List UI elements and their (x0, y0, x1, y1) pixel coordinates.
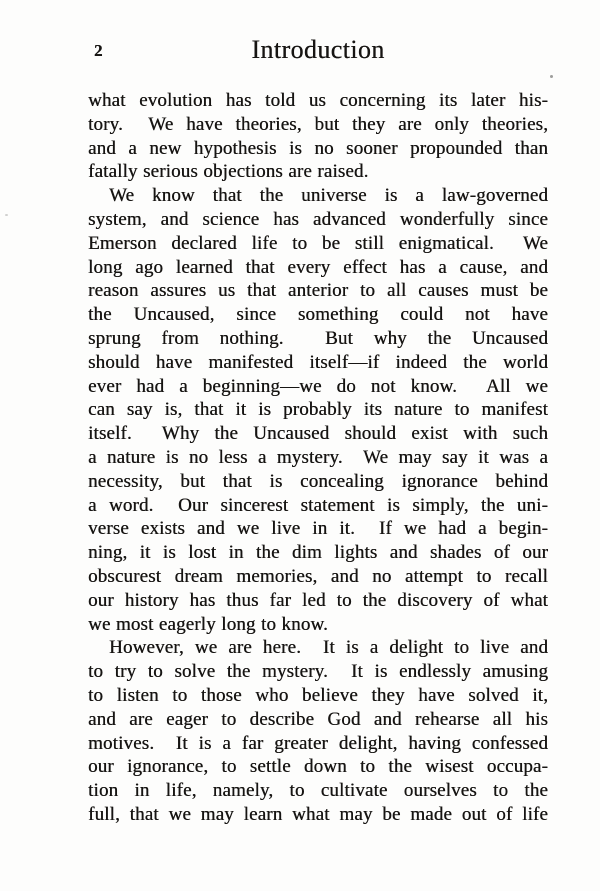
text-line: full, that we may learn what may be made out of life (88, 803, 548, 825)
text-line: motives. It is a far greater delight, having confessed (88, 732, 548, 754)
text-line: tion in life, namely, to cultivate ourselves to the (88, 780, 548, 802)
text-line: what evolution has told us concerning its later his- (88, 90, 548, 111)
scan-speck (5, 214, 8, 216)
text-line: a word. Our sincerest statement is simply, the uni- (88, 494, 548, 516)
text-line: and are eager to describe God and rehearse all his (88, 708, 548, 730)
text-line: We know that the universe is a law-governed (109, 185, 548, 207)
body-text (88, 89, 548, 827)
text-line: can say is, that it is probably its nature to manifest (88, 399, 548, 421)
paragraph (88, 636, 548, 826)
text-line: we most eagerly long to know. (88, 613, 328, 635)
text-line: Emerson declared life to be still enigmatical. We (88, 232, 548, 254)
text-line: to try to solve the mystery. It is endlessly amusing (88, 661, 548, 683)
page-title: Introduction (251, 35, 385, 64)
text-line: our ignorance, to settle down to the wisest occupa- (88, 756, 548, 778)
text-line: and a new hypothesis is no sooner propounded than (88, 137, 548, 159)
paragraph (88, 184, 548, 636)
page-number: 2 (94, 41, 103, 60)
text-line: our history has thus far led to the discovery of what (88, 589, 548, 611)
text-line: necessity, but that is concealing ignorance behind (88, 470, 548, 492)
text-line: sprung from nothing. But why the Uncaused (88, 327, 548, 349)
text-line: long ago learned that every effect has a cause, and (88, 256, 548, 278)
text-line: system, and science has advanced wonderfully since (88, 208, 548, 230)
text-line: However, we are here. It is a delight to live and (109, 637, 548, 659)
text-line: reason assures us that anterior to all causes must be (88, 280, 548, 302)
text-line: should have manifested itself—if indeed the world (88, 351, 548, 373)
text-line: ning, it is lost in the dim lights and shades of our (88, 542, 548, 564)
text-line: obscurest dream memories, and no attempt to recall (88, 565, 548, 587)
paragraph (88, 89, 548, 184)
text-line: itself. Why the Uncaused should exist with such (88, 423, 548, 445)
text-line: fatally serious objections are raised. (88, 161, 369, 183)
text-line: a nature is no less a mystery. We may say it was a (88, 446, 548, 468)
scan-speck (550, 75, 553, 78)
text-line: tory. We have theories, but they are only theories, (88, 113, 548, 135)
text-line: to listen to those who believe they have solved it, (88, 684, 548, 706)
text-line: ever had a beginning—we do not know. All we (88, 375, 548, 397)
text-line: verse exists and we live in it. If we had a begin- (88, 518, 548, 540)
text-line: the Uncaused, since something could not have (88, 304, 548, 326)
